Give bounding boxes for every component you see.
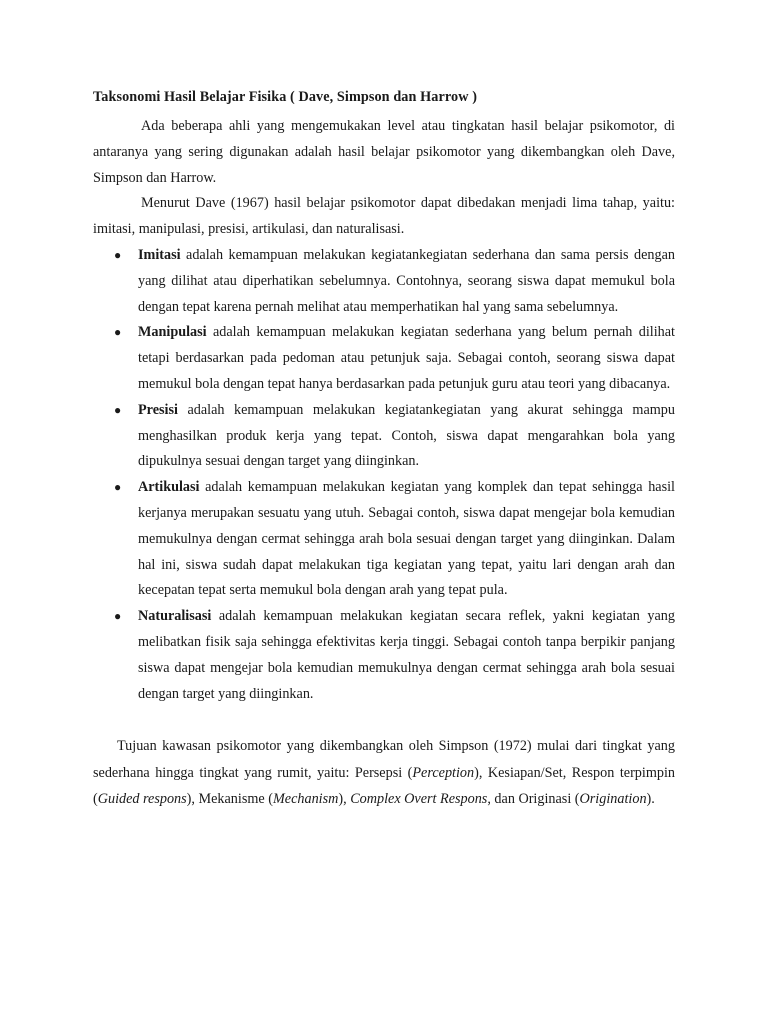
desc-presisi: adalah kemampuan melakukan kegiatankegiatan yang akurat sehingga mampu menghasilkan produk kerja yang tepat. Contoh, siswa dapat mengarahkan bola yang dipukulnya sesuai dengan target yang diinginkan. [138,401,675,470]
term-artikulasi: Artikulasi [138,479,200,496]
term-imitasi: Imitasi [138,246,181,263]
bullet-icon: ● [114,247,122,262]
simpson-text-2: ), Kesiapan/Set, Respon terpimpin ( [93,764,675,807]
simpson-text-5: , dan Originasi ( [487,790,580,807]
simpson-text-1: Tujuan kawasan psikomotor yang dikembangkan oleh Simpson (1972) mulai dari tingkat yang sederhana hingga tingkat yang rumit, yaitu: Persepsi ( [93,738,675,781]
bullet-icon: ● [114,402,122,417]
dave-stages-list [93,243,675,707]
bullet-icon: ● [114,609,122,624]
desc-artikulasi: adalah kemampuan melakukan kegiatan yang komplek dan tepat sehingga hasil kerjanya merupakan sesuatu yang utuh. Sebagai contoh, siswa dapat mengejar bola kemudian memukulnya dengan cermat sehingga arah bola sesuai dengan target yang diinginkan. Dalam hal ini, siswa sudah dapat melakukan tiga kegiatan yang tepat, yaitu lari dengan arah dan kecepatan tepat serta memukul bola dengan arah yang tepat pula. [138,479,675,599]
term-origination: Origination [579,790,647,807]
document-page [93,84,675,812]
desc-manipulasi: adalah kemampuan melakukan kegiatan sederhana yang belum pernah dilihat tetapi berdasarkan pada pedoman atau petunjuk saja. Sebagai contoh, seorang siswa dapat memukul bola dengan tepat hanya berdasarkan pada petunjuk guru atau teori yang dibacanya. [138,324,675,392]
term-naturalisasi: Naturalisasi [138,608,212,625]
term-presisi: Presisi [138,401,178,418]
bullet-icon: ● [114,480,122,495]
list-item-naturalisasi [114,604,675,707]
simpson-paragraph [93,733,675,812]
term-perception: Perception [412,764,475,781]
list-item-artikulasi [114,475,675,604]
simpson-text-4: ), [338,790,351,807]
simpson-text-3: ), Mekanisme ( [186,790,273,807]
dave-intro-paragraph: Menurut Dave (1967) hasil belajar psikomotor dapat dibedakan menjadi lima tahap, yaitu: imitasi, manipulasi, presisi, artikulasi, dan naturalisasi. [93,195,675,238]
paragraph-spacer [93,707,675,733]
intro-paragraph: Ada beberapa ahli yang mengemukakan level atau tingkatan hasil belajar psikomotor, di antaranya yang sering digunakan adalah hasil belajar psikomotor yang dikembangkan oleh Dave, Simpson dan Harrow. [93,118,675,186]
list-item-manipulasi [114,320,675,397]
simpson-text-6: ). [646,790,655,807]
list-item-imitasi [114,243,675,320]
list-item-presisi [114,398,675,475]
desc-naturalisasi: adalah kemampuan melakukan kegiatan secara reflek, yakni kegiatan yang melibatkan fisik saja sehingga efektivitas kerja tinggi. Sebagai contoh tanpa berpikir panjang siswa dapat mengejar bola kemudian memukulnya dengan cermat sehingga arah bola sesuai dengan target yang diinginkan. [138,608,675,702]
desc-imitasi: adalah kemampuan melakukan kegiatankegiatan sederhana dan sama persis dengan yang dilihat atau diperhatikan sebelumnya. Contohnya, seorang siswa dapat memukul bola dengan tepat karena pernah melihat atau memperhatikan hal yang sama sebelumnya. [138,246,675,315]
term-complex-overt-respons: Complex Overt Respons [350,790,488,807]
term-guided-respons: Guided respons [97,790,187,807]
term-mechanism: Mechanism [272,790,339,807]
term-manipulasi: Manipulasi [138,324,207,341]
bullet-icon: ● [114,325,122,340]
document-title: Taksonomi Hasil Belajar Fisika ( Dave, Simpson dan Harrow ) [93,89,478,105]
